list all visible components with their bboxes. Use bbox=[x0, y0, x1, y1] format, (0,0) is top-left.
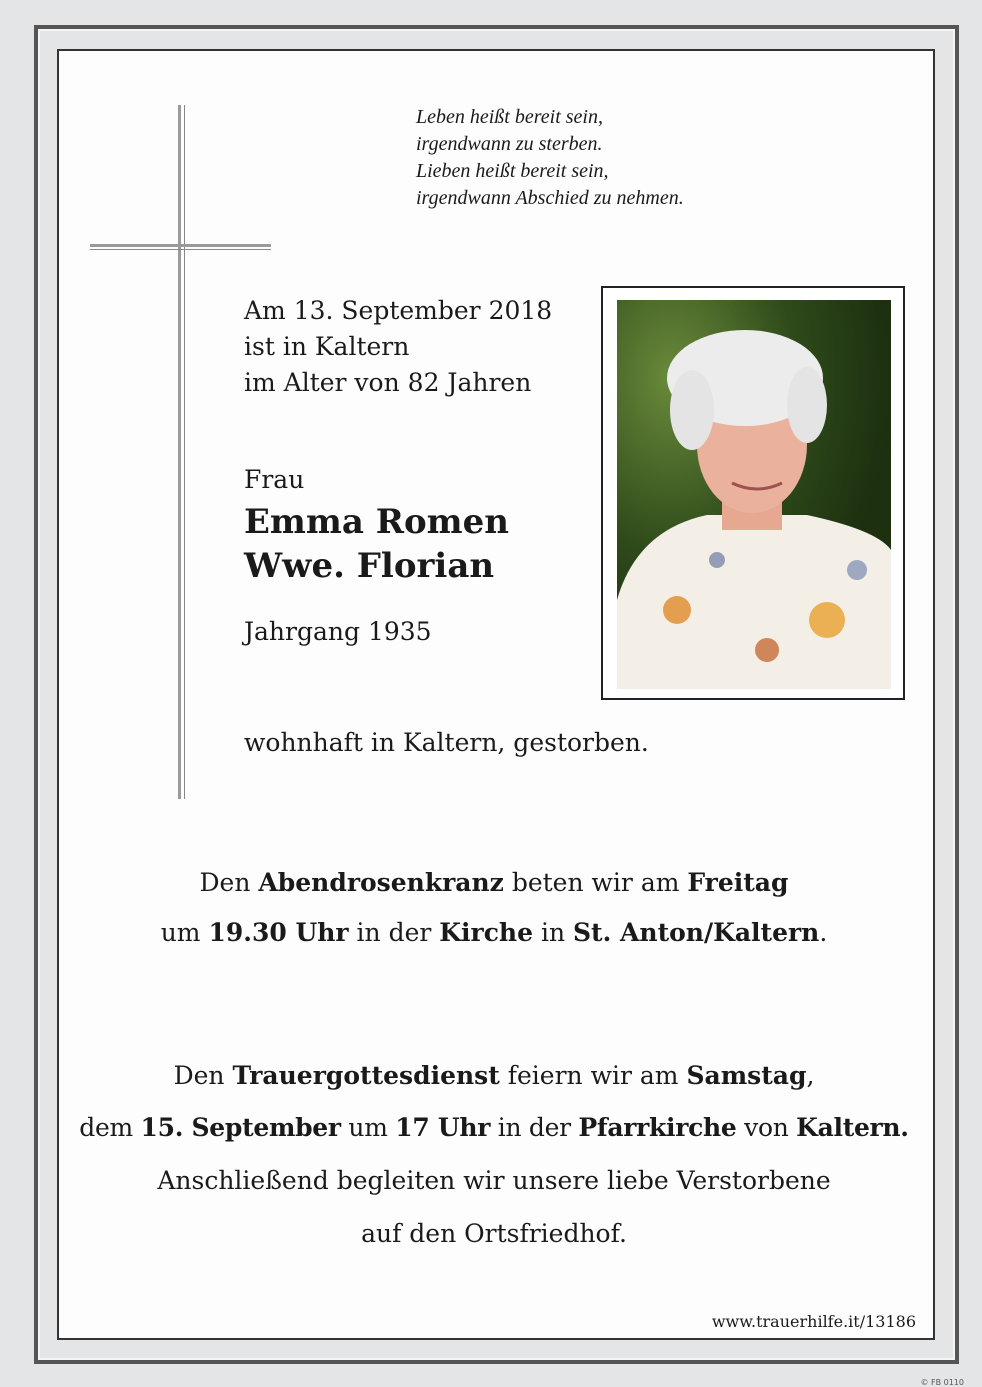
text: Kaltern. bbox=[796, 1113, 909, 1142]
poem-line: Lieben heißt bereit sein, bbox=[416, 160, 609, 182]
cross-icon bbox=[178, 105, 185, 799]
text: St. Anton/Kaltern bbox=[573, 918, 820, 947]
funeral-line-4: auf den Ortsfriedhof. bbox=[361, 1219, 627, 1248]
birth-year: Jahrgang 1935 bbox=[244, 617, 432, 646]
text: Freitag bbox=[687, 868, 789, 897]
name-line: Emma Romen bbox=[244, 502, 509, 542]
text: in der bbox=[490, 1113, 579, 1142]
text: Kirche bbox=[439, 918, 533, 947]
text: , bbox=[806, 1061, 815, 1090]
text: dem bbox=[79, 1113, 141, 1142]
text: beten wir am bbox=[503, 868, 688, 897]
poem-line: irgendwann Abschied zu nehmen. bbox=[416, 187, 684, 209]
portrait-photo-frame bbox=[601, 286, 905, 700]
poem-line: Leben heißt bereit sein, bbox=[416, 106, 603, 128]
funeral-line-1 bbox=[57, 1061, 931, 1090]
text: Samstag bbox=[686, 1061, 807, 1090]
deceased-name bbox=[244, 500, 509, 588]
text: Trauergottesdienst bbox=[232, 1061, 500, 1090]
age: im Alter von 82 Jahren bbox=[244, 368, 532, 397]
text: von bbox=[736, 1113, 797, 1142]
text: Den bbox=[173, 1061, 233, 1090]
death-date: Am 13. September 2018 bbox=[244, 296, 553, 325]
text: in der bbox=[348, 918, 440, 947]
rosary-line-2 bbox=[57, 918, 931, 947]
text: . bbox=[819, 918, 828, 947]
cross-bar bbox=[90, 244, 271, 250]
text: Den bbox=[199, 868, 259, 897]
poem-line: irgendwann zu sterben. bbox=[416, 133, 603, 155]
death-place: ist in Kaltern bbox=[244, 332, 410, 361]
text: 19.30 Uhr bbox=[208, 918, 349, 947]
text: Abendrosenkranz bbox=[258, 868, 504, 897]
salutation: Frau bbox=[244, 465, 305, 494]
text: in bbox=[533, 918, 573, 947]
text: Pfarrkirche bbox=[578, 1113, 737, 1142]
text: um bbox=[340, 1113, 396, 1142]
portrait-photo bbox=[617, 300, 891, 689]
intro bbox=[244, 293, 552, 401]
text: 17 Uhr bbox=[395, 1113, 491, 1142]
website-link[interactable]: www.trauerhilfe.it/13186 bbox=[711, 1312, 916, 1331]
funeral-line-3: Anschließend begleiten wir unsere liebe Verstorbene bbox=[157, 1166, 831, 1195]
text: feiern wir am bbox=[499, 1061, 687, 1090]
funeral-line-2 bbox=[57, 1113, 931, 1142]
text: 15. September bbox=[140, 1113, 341, 1142]
name-line: Wwe. Florian bbox=[244, 546, 495, 586]
residence: wohnhaft in Kaltern, gestorben. bbox=[244, 728, 649, 757]
text: um bbox=[160, 918, 209, 947]
rosary-line-1 bbox=[57, 868, 931, 897]
copyright: © FB 0110 bbox=[920, 1378, 964, 1387]
poem bbox=[416, 104, 684, 212]
